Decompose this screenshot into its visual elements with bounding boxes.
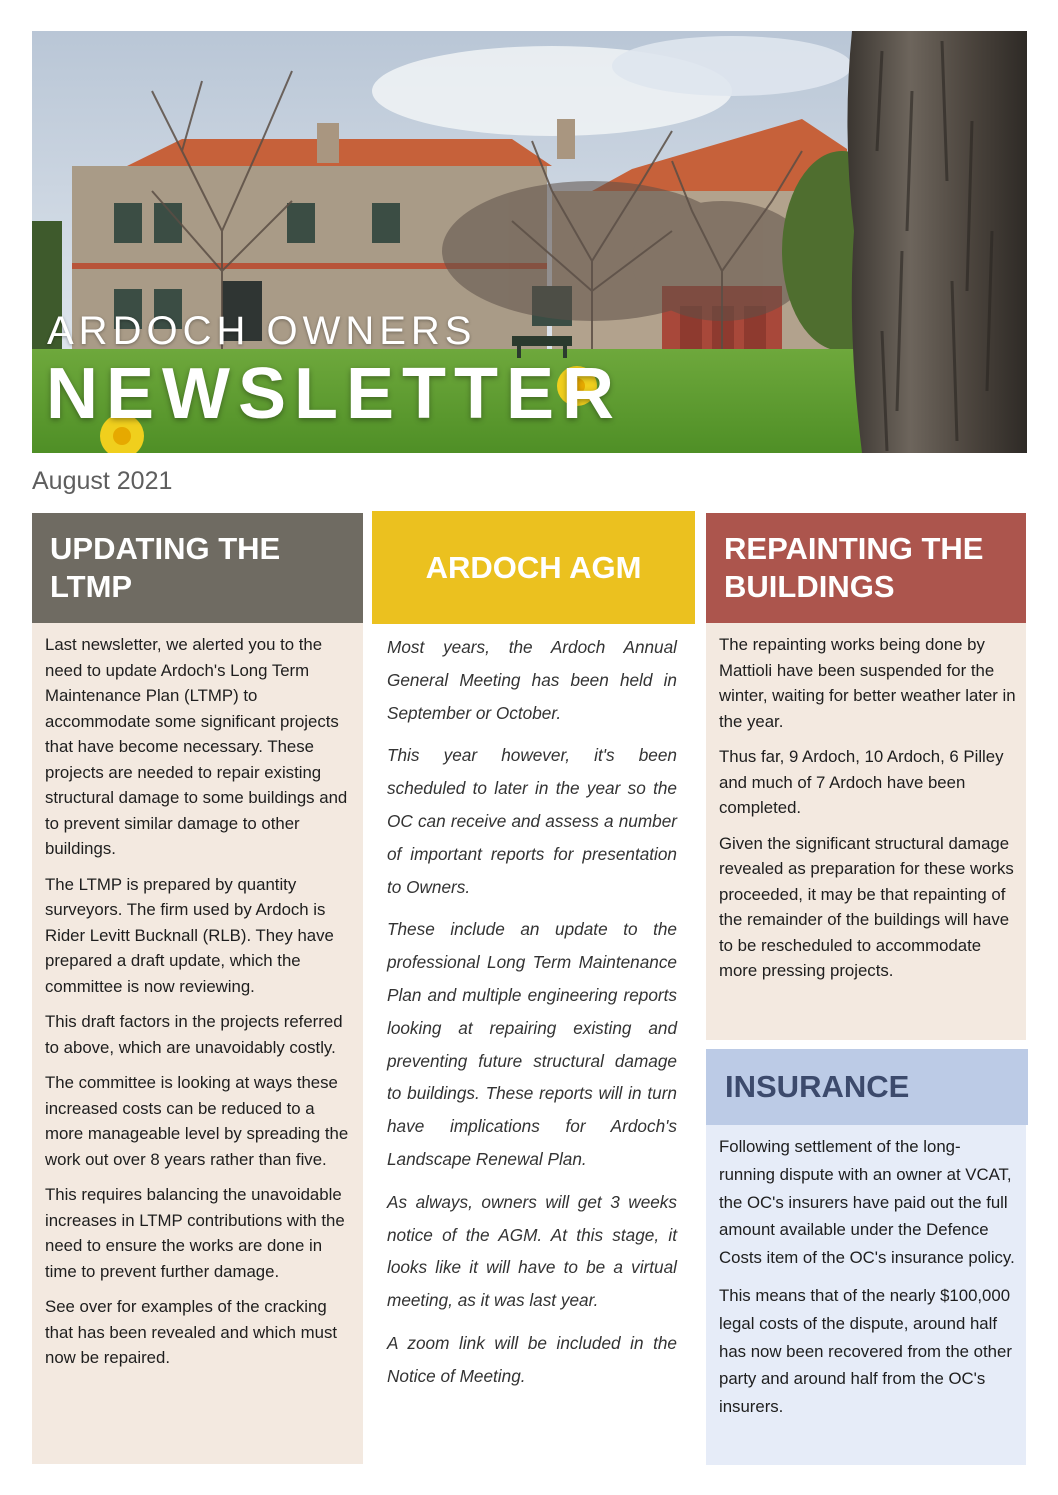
insurance-header [706, 1049, 1028, 1125]
ltmp-paragraph: The committee is looking at ways these increased costs can be reduced to a more manageable level by spreading the work out over 8 years rather than five. [45, 1073, 349, 1169]
agm-paragraph: Most years, the Ardoch Annual General Meeting has been held in September or October. [387, 637, 677, 723]
ltmp-title: UPDATING THE LTMP [50, 531, 281, 604]
agm-paragraph: This year however, it's been scheduled to later in the year so the OC can receive and assess a number of important reports for presentation to Owners. [387, 745, 677, 897]
ltmp-paragraph: Last newsletter, we alerted you to the need to update Ardoch's Long Term Maintenance Plan (LTMP) to accommodate some significant projects that have become necessary. These projects are needed to repair existing structural damage to some buildings and to prevent similar damage to other buildings. [45, 635, 348, 858]
agm-header [372, 511, 695, 624]
issue-date: August 2021 [32, 467, 173, 495]
insurance-article [706, 1125, 1026, 1465]
repainting-paragraph: The repainting works being done by Mattioli have been suspended for the winter, waiting for better weather later in the year. [719, 635, 1016, 731]
repainting-article [706, 623, 1026, 1040]
agm-paragraph: As always, owners will get 3 weeks notice of the AGM. At this stage, it looks like it will have to be a virtual meeting, as it was last year. [387, 1191, 677, 1311]
repainting-paragraph: Given the significant structural damage revealed as preparation for these works proceeded, it may be that repainting of the remainder of the buildings will have to be rescheduled to accommodate more pressing projects. [719, 833, 1014, 980]
repainting-paragraph: Thus far, 9 Ardoch, 10 Ardoch, 6 Pilley and much of 7 Ardoch have been completed. [719, 747, 1004, 817]
ltmp-article [32, 623, 363, 1464]
ltmp-paragraph: This draft factors in the projects referred to above, which are unavoidably costly. [45, 1012, 343, 1057]
agm-paragraph: A zoom link will be included in the Notice of Meeting. [387, 1332, 677, 1386]
insurance-paragraph: Following settlement of the long-running dispute with an owner at VCAT, the OC's insurers have paid out the full amount available under the Defence Costs item of the OC's insurance policy. [719, 1137, 1015, 1268]
agm-title: ARDOCH AGM [425, 549, 642, 585]
newsletter-subtitle: ARDOCH OWNERS [47, 309, 477, 353]
repainting-title: REPAINTING THE BUILDINGS [724, 531, 984, 604]
hero-banner [32, 31, 1027, 453]
repainting-header [706, 513, 1026, 623]
ltmp-paragraph: This requires balancing the unavoidable increases in LTMP contributions with the need to ensure the works are done in time to prevent further damage. [45, 1185, 345, 1281]
insurance-paragraph: This means that of the nearly $100,000 legal costs of the dispute, around half has now been recovered from the other party and around half from the OC's insurers. [719, 1285, 1012, 1417]
insurance-title: INSURANCE [725, 1069, 910, 1104]
agm-article [372, 624, 695, 1464]
ltmp-paragraph: The LTMP is prepared by quantity surveyors. The firm used by Ardoch is Rider Levitt Bucknall (RLB). They have prepared a draft update, which the committee is now reviewing. [45, 874, 334, 996]
ltmp-paragraph: See over for examples of the cracking that has been revealed and which must now be repaired. [45, 1297, 337, 1367]
ltmp-header [32, 513, 363, 623]
newsletter-title: NEWSLETTER [46, 354, 622, 434]
agm-paragraph: These include an update to the professional Long Term Maintenance Plan and multiple engineering reports looking at repairing existing and preventing future structural damage to buildings. These reports will in turn have implications for Ardoch's Landscape Renewal Plan. [387, 919, 677, 1169]
